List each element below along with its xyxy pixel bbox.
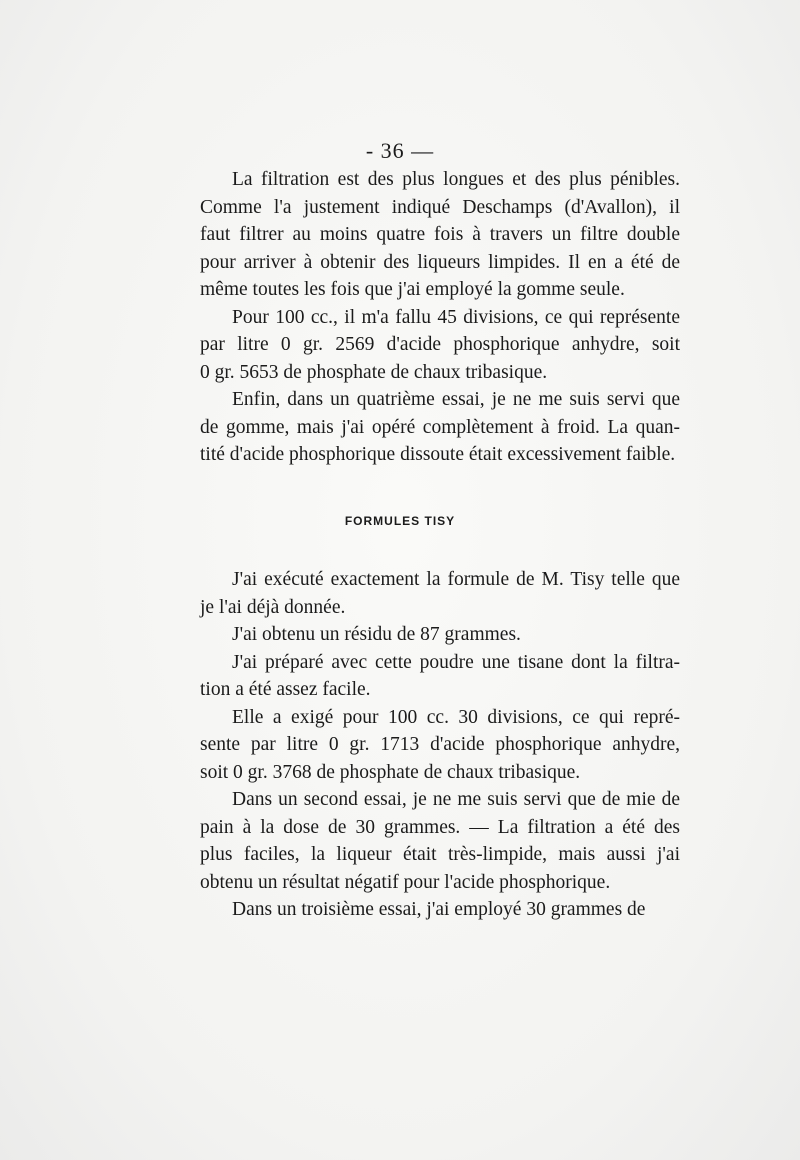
text-line: Comme l'a justement indiqué Deschamps (d'Avallon), il [200, 196, 680, 218]
text-line: Dans un troisième essai, j'ai employé 30 grammes de [232, 899, 646, 920]
paragraph [200, 566, 680, 621]
text-line: pour arriver à obtenir des liqueurs limpides. Il en a été de [200, 251, 680, 273]
section-heading: FORMULES TISY [344, 514, 456, 528]
text-line: J'ai préparé avec cette poudre une tisane dont la filtra- [232, 651, 680, 673]
text-line: tion a été assez facile. [200, 679, 371, 700]
paragraph [200, 704, 680, 787]
text-line: par litre 0 gr. 2569 d'acide phosphorique anhydre, soit [200, 334, 680, 355]
text-line: faut filtrer au moins quatre fois à travers un filtre double [200, 224, 680, 245]
text-line: sente par litre 0 gr. 1713 d'acide phosphorique anhydre, [200, 734, 680, 755]
text-line: même toutes les fois que j'ai employé la gomme seule. [200, 279, 625, 300]
text-line: obtenu un résultat négatif pour l'acide phosphorique. [200, 871, 611, 893]
paragraph [200, 649, 680, 704]
text-line: 0 gr. 5653 de phosphate de chaux tribasique. [200, 361, 548, 383]
text-line: tité d'acide phosphorique dissoute était excessivement faible. [200, 444, 676, 465]
body-text-section-2 [200, 566, 680, 924]
text-line: de gomme, mais j'ai opéré complètement à froid. La quan- [200, 416, 680, 438]
text-line: J'ai exécuté exactement la formule de M. Tisy telle que [232, 569, 680, 590]
paragraph [200, 304, 680, 387]
paragraph [200, 896, 680, 924]
text-line: La filtration est des plus longues et des plus pénibles. [232, 169, 680, 190]
text-line: Elle a exigé pour 100 cc. 30 divisions, ce qui repré- [232, 706, 680, 728]
text-line: soit 0 gr. 3768 de phosphate de chaux tribasique. [200, 761, 581, 783]
text-line: pain à la dose de 30 grammes. — La filtration a été des [200, 816, 680, 838]
body-text-section-1 [200, 166, 680, 469]
text-line: Pour 100 cc., il m'a fallu 45 divisions, ce qui représente [232, 306, 680, 328]
text-line: J'ai obtenu un résidu de 87 grammes. [232, 624, 521, 645]
paragraph [200, 786, 680, 896]
paragraph [200, 621, 680, 649]
page-number: - 36 — [365, 138, 435, 163]
paragraph [200, 386, 680, 469]
paragraph [200, 166, 680, 304]
text-line: plus faciles, la liqueur était très-limpide, mais aussi j'ai [200, 844, 680, 865]
text-line: je l'ai déjà donnée. [200, 596, 346, 618]
text-line: Dans un second essai, je ne me suis servi que de mie de [232, 789, 680, 810]
text-line: Enfin, dans un quatrième essai, je ne me suis servi que [232, 389, 680, 410]
